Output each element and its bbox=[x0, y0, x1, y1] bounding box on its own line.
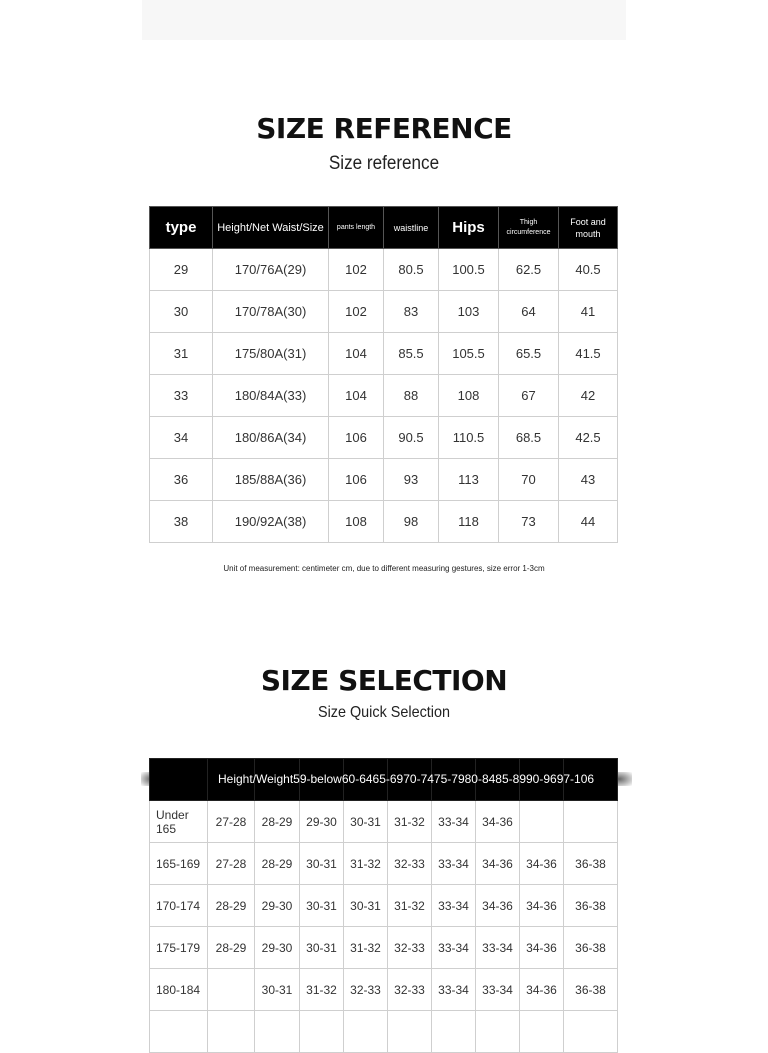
table-cell: 28-29 bbox=[208, 885, 255, 927]
table-cell: 175-179 bbox=[150, 927, 208, 969]
size-selection-table bbox=[149, 758, 618, 1053]
table-cell: 32-33 bbox=[388, 843, 432, 885]
size-reference-table bbox=[149, 206, 618, 543]
table-cell: 30-31 bbox=[300, 885, 344, 927]
table-cell: 30-31 bbox=[255, 969, 300, 1011]
table-cell: 105.5 bbox=[439, 333, 499, 375]
table-cell: 185/88A(36) bbox=[213, 459, 329, 501]
table-cell: 40.5 bbox=[559, 249, 618, 291]
table-cell bbox=[476, 1011, 520, 1053]
table-cell: 34-36 bbox=[520, 843, 564, 885]
table-cell: 83 bbox=[384, 291, 439, 333]
top-banner bbox=[142, 0, 626, 40]
table-cell: 28-29 bbox=[255, 843, 300, 885]
table-cell: 34-36 bbox=[476, 843, 520, 885]
table-cell: 31-32 bbox=[388, 885, 432, 927]
table-cell: 85.5 bbox=[384, 333, 439, 375]
table-cell: 98 bbox=[384, 501, 439, 543]
table-cell: 42 bbox=[559, 375, 618, 417]
table-cell: 106 bbox=[329, 417, 384, 459]
table-row bbox=[150, 501, 618, 543]
table-cell: 31-32 bbox=[344, 843, 388, 885]
table-cell bbox=[564, 801, 618, 843]
table-cell: 113 bbox=[439, 459, 499, 501]
table-cell: 31-32 bbox=[388, 801, 432, 843]
table-cell: Under 165 bbox=[150, 801, 208, 843]
table-cell: 29-30 bbox=[255, 885, 300, 927]
header-cell: Foot and mouth bbox=[559, 207, 618, 249]
table-cell: 31 bbox=[150, 333, 213, 375]
table-cell: 33-34 bbox=[432, 843, 476, 885]
table-cell: 102 bbox=[329, 249, 384, 291]
table-cell: 34-36 bbox=[476, 885, 520, 927]
table-cell: 103 bbox=[439, 291, 499, 333]
table-cell: 108 bbox=[329, 501, 384, 543]
header-cell: pants length bbox=[329, 207, 384, 249]
table-cell: 104 bbox=[329, 333, 384, 375]
table-cell: 34-36 bbox=[520, 927, 564, 969]
table-cell: 34 bbox=[150, 417, 213, 459]
table-cell: 34-36 bbox=[520, 969, 564, 1011]
table-cell bbox=[300, 1011, 344, 1053]
table-cell: 180-184 bbox=[150, 969, 208, 1011]
size-selection-title: SIZE SELECTION bbox=[260, 664, 508, 697]
table-cell: 31-32 bbox=[344, 927, 388, 969]
table-cell: 33-34 bbox=[432, 885, 476, 927]
table-cell: 65.5 bbox=[499, 333, 559, 375]
table-cell: 102 bbox=[329, 291, 384, 333]
table-row bbox=[150, 969, 618, 1011]
table-cell: 170-174 bbox=[150, 885, 208, 927]
table-cell: 165-169 bbox=[150, 843, 208, 885]
table-cell: 41 bbox=[559, 291, 618, 333]
table-cell: 33 bbox=[150, 375, 213, 417]
table-cell: 43 bbox=[559, 459, 618, 501]
header-cell: waistline bbox=[384, 207, 439, 249]
table-cell: 67 bbox=[499, 375, 559, 417]
table-cell: 32-33 bbox=[388, 969, 432, 1011]
selection-header-text: Height/Weight59-below60-6465-6970-7475-7980-8485-8990-9697-106 bbox=[218, 772, 595, 786]
table-cell: 38 bbox=[150, 501, 213, 543]
table-row bbox=[150, 417, 618, 459]
table-row bbox=[150, 249, 618, 291]
table-cell: 90.5 bbox=[384, 417, 439, 459]
table-cell: 30-31 bbox=[300, 843, 344, 885]
header-cell: Height/Net Waist/Size bbox=[213, 207, 329, 249]
table-cell bbox=[208, 1011, 255, 1053]
table-cell: 31-32 bbox=[300, 969, 344, 1011]
table-cell bbox=[388, 1011, 432, 1053]
table-cell: 29-30 bbox=[255, 927, 300, 969]
table-header-row bbox=[150, 207, 618, 249]
table-cell: 175/80A(31) bbox=[213, 333, 329, 375]
table-cell: 110.5 bbox=[439, 417, 499, 459]
table-cell: 33-34 bbox=[432, 969, 476, 1011]
table-cell: 88 bbox=[384, 375, 439, 417]
table-row bbox=[150, 333, 618, 375]
table-cell: 32-33 bbox=[344, 969, 388, 1011]
table-row bbox=[150, 885, 618, 927]
table-cell: 28-29 bbox=[208, 927, 255, 969]
header-cell: type bbox=[150, 207, 213, 249]
table-cell: 33-34 bbox=[476, 927, 520, 969]
measurement-note: Unit of measurement: centimeter cm, due to different measuring gestures, size error 1-3cm bbox=[223, 564, 545, 573]
table-cell bbox=[520, 801, 564, 843]
size-selection-subtitle: Size Quick Selection bbox=[317, 704, 451, 721]
table-cell: 29-30 bbox=[300, 801, 344, 843]
size-reference-subtitle: Size reference bbox=[328, 153, 440, 174]
table-cell: 180/84A(33) bbox=[213, 375, 329, 417]
table-cell: 30-31 bbox=[344, 801, 388, 843]
table-cell: 170/76A(29) bbox=[213, 249, 329, 291]
table-cell: 28-29 bbox=[255, 801, 300, 843]
table-cell: 34-36 bbox=[476, 801, 520, 843]
size-reference-title: SIZE REFERENCE bbox=[256, 112, 512, 145]
table-cell: 33-34 bbox=[476, 969, 520, 1011]
table-cell: 118 bbox=[439, 501, 499, 543]
table-cell: 33-34 bbox=[432, 927, 476, 969]
table-cell: 30-31 bbox=[300, 927, 344, 969]
table-cell: 30 bbox=[150, 291, 213, 333]
table-cell: 41.5 bbox=[559, 333, 618, 375]
table-cell: 80.5 bbox=[384, 249, 439, 291]
table-cell bbox=[344, 1011, 388, 1053]
header-cell: Thigh circumference bbox=[499, 207, 559, 249]
table-cell: 100.5 bbox=[439, 249, 499, 291]
table-row bbox=[150, 375, 618, 417]
table-row bbox=[150, 843, 618, 885]
table-cell: 68.5 bbox=[499, 417, 559, 459]
table-cell: 62.5 bbox=[499, 249, 559, 291]
table-cell: 33-34 bbox=[432, 801, 476, 843]
table-cell: 36-38 bbox=[564, 885, 618, 927]
table-cell: 93 bbox=[384, 459, 439, 501]
table-cell: 36 bbox=[150, 459, 213, 501]
table-cell bbox=[432, 1011, 476, 1053]
table-cell bbox=[520, 1011, 564, 1053]
table-row bbox=[150, 291, 618, 333]
table-cell: 73 bbox=[499, 501, 559, 543]
table-cell: 190/92A(38) bbox=[213, 501, 329, 543]
table-row bbox=[150, 927, 618, 969]
table-cell bbox=[255, 1011, 300, 1053]
table-cell bbox=[564, 1011, 618, 1053]
table-cell: 64 bbox=[499, 291, 559, 333]
table-cell: 27-28 bbox=[208, 843, 255, 885]
table-cell: 36-38 bbox=[564, 969, 618, 1011]
table-cell: 70 bbox=[499, 459, 559, 501]
table-cell bbox=[208, 969, 255, 1011]
table-cell: 106 bbox=[329, 459, 384, 501]
table-cell: 36-38 bbox=[564, 927, 618, 969]
table-cell: 44 bbox=[559, 501, 618, 543]
table-cell: 30-31 bbox=[344, 885, 388, 927]
table-cell: 108 bbox=[439, 375, 499, 417]
table-cell: 32-33 bbox=[388, 927, 432, 969]
table-cell: 170/78A(30) bbox=[213, 291, 329, 333]
table-cell: 34-36 bbox=[520, 885, 564, 927]
table-row bbox=[150, 1011, 618, 1053]
table-cell: 27-28 bbox=[208, 801, 255, 843]
table-cell: 42.5 bbox=[559, 417, 618, 459]
table-cell: 104 bbox=[329, 375, 384, 417]
table-cell bbox=[150, 1011, 208, 1053]
table-row bbox=[150, 801, 618, 843]
table-cell: 36-38 bbox=[564, 843, 618, 885]
table-row bbox=[150, 459, 618, 501]
header-cell: Hips bbox=[439, 207, 499, 249]
table-cell: 29 bbox=[150, 249, 213, 291]
table-cell: 180/86A(34) bbox=[213, 417, 329, 459]
